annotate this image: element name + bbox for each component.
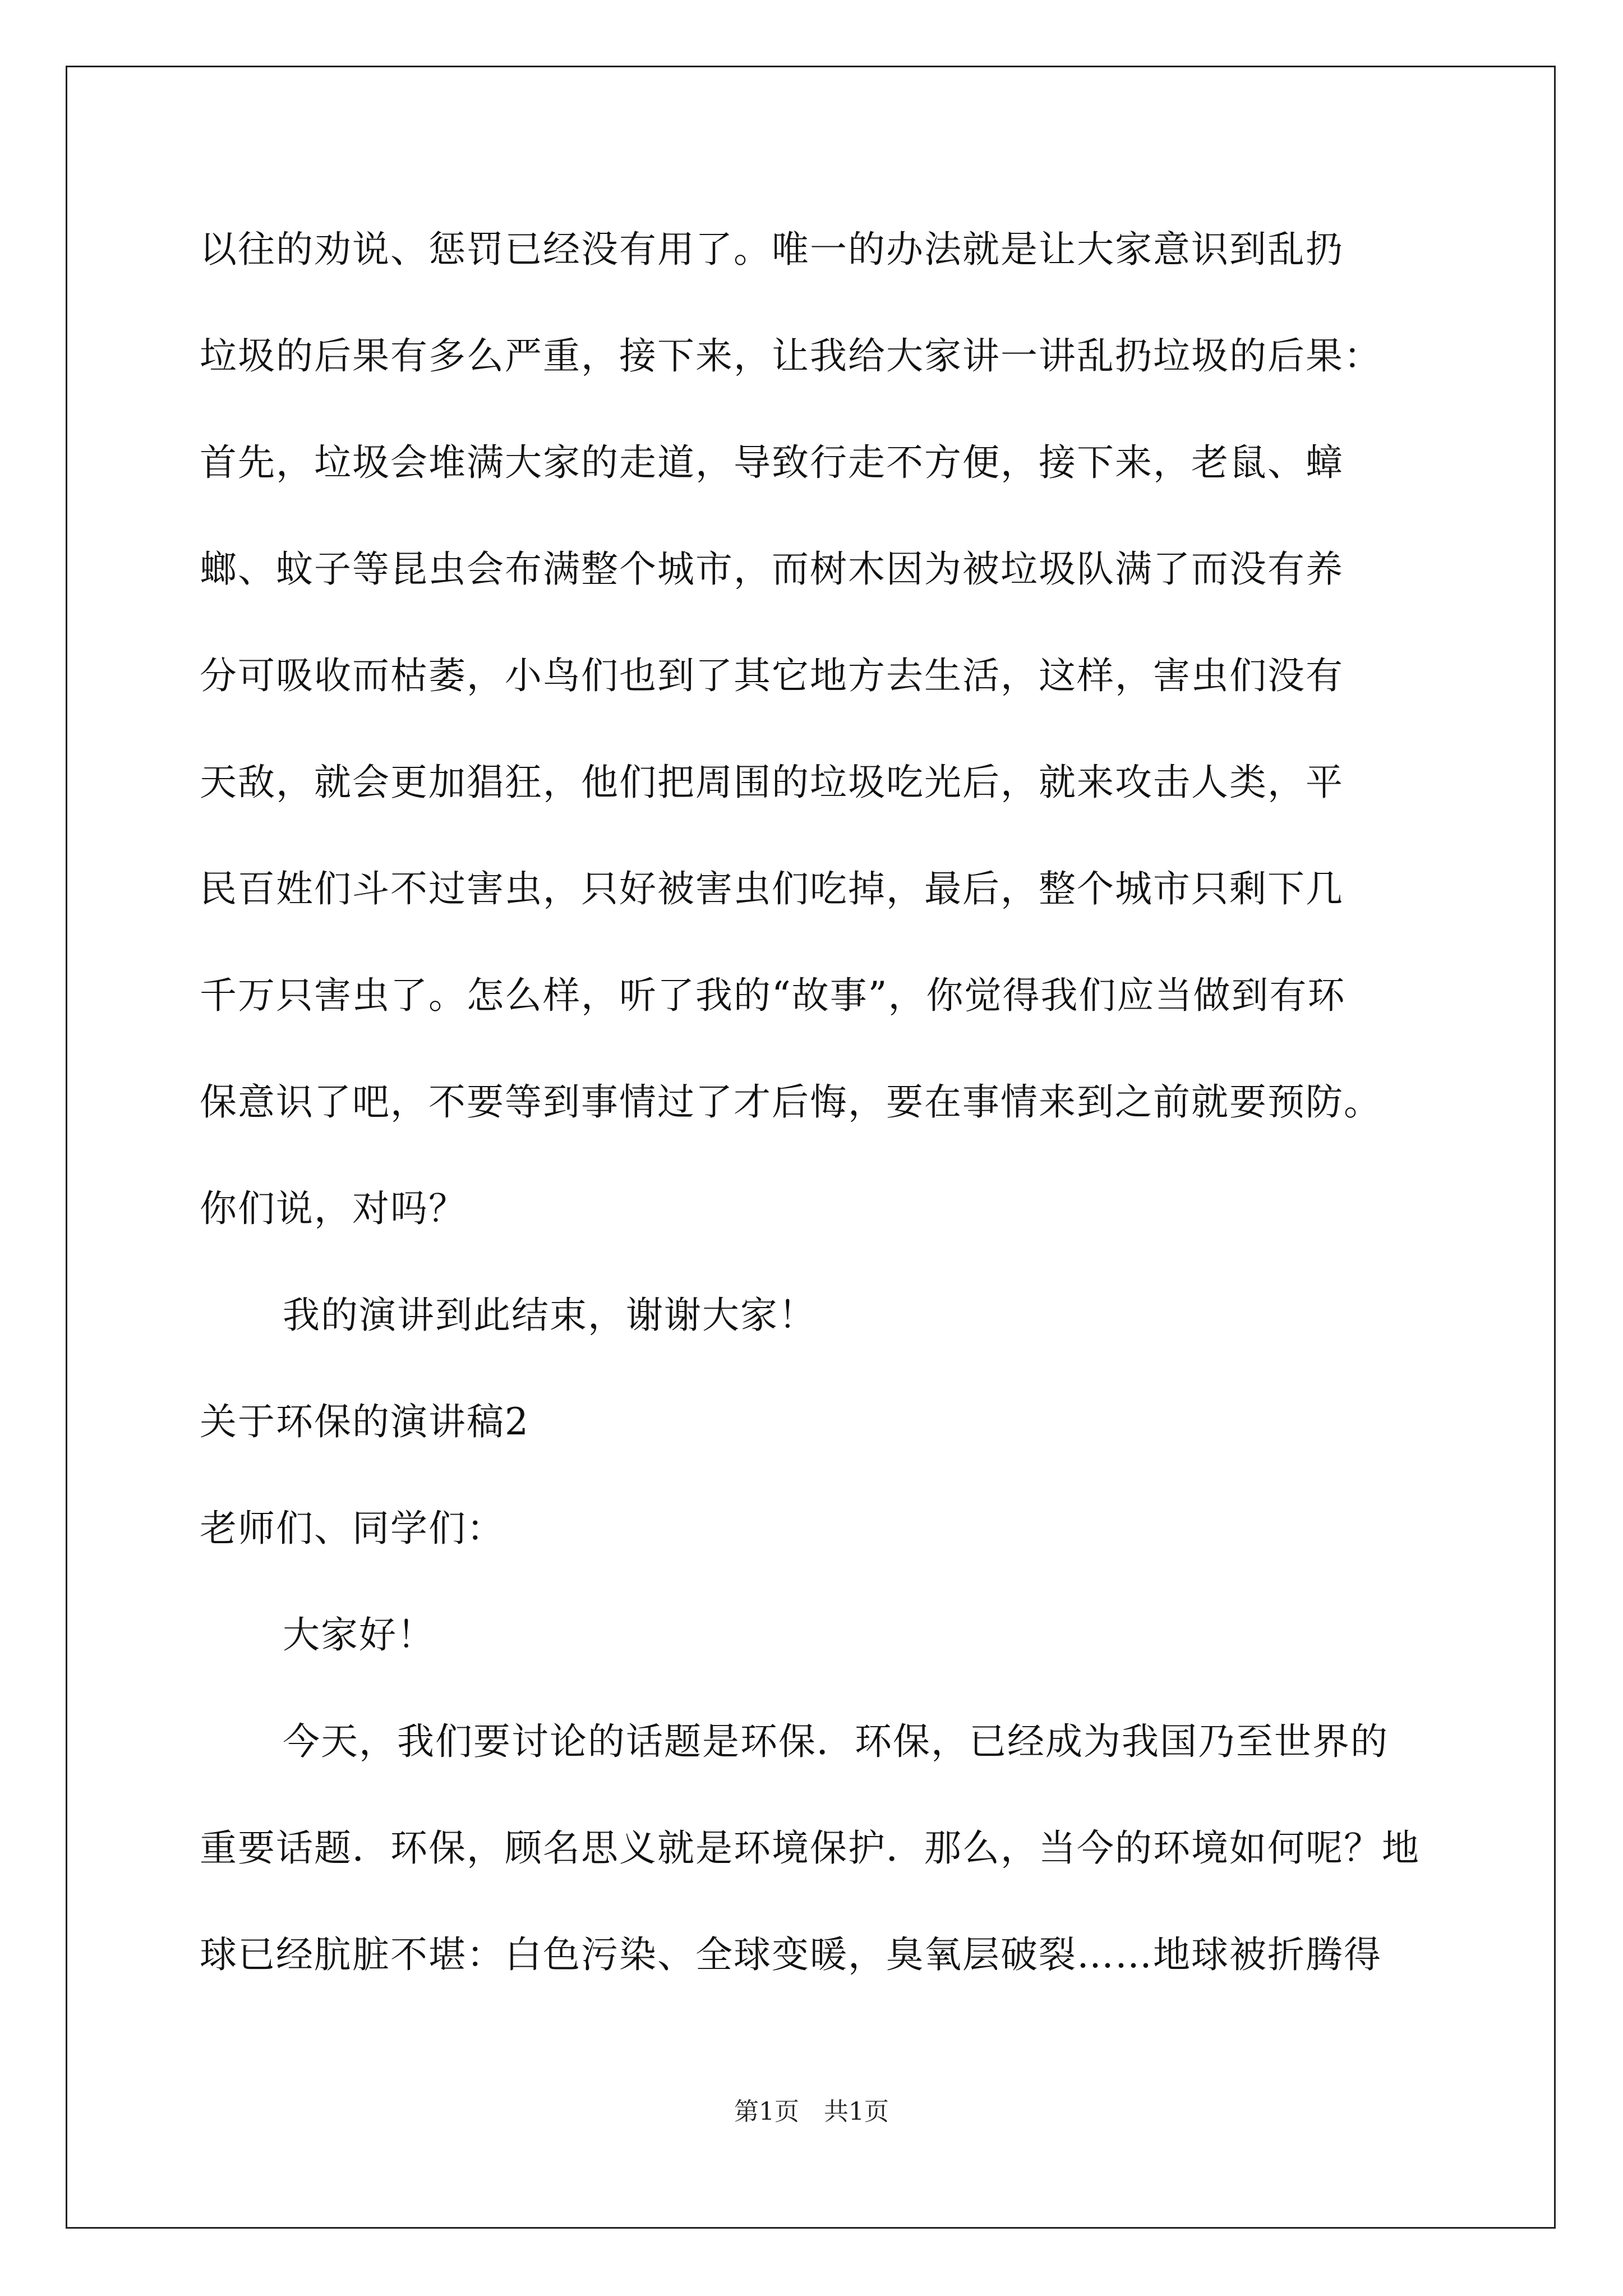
- text-line: 垃圾的后果有多么严重，接下来，让我给大家讲一讲乱扔垃圾的后果：: [200, 334, 1382, 378]
- closing-line: 我的演讲到此结束，谢谢大家！: [283, 1294, 817, 1337]
- text-line: 以往的劝说、惩罚已经没有用了。唯一的办法就是让大家意识到乱扔: [200, 228, 1344, 271]
- page-border: [66, 66, 1556, 2229]
- page-number-footer: 第1页 共1页: [734, 2097, 889, 2126]
- text-line: 球已经肮脏不堪：白色污染、全球变暖，臭氧层破裂……地球被折腾得: [200, 1933, 1382, 1976]
- text-line: 天敌，就会更加猖狂，他们把周围的垃圾吃光后，就来攻击人类，平: [200, 761, 1344, 804]
- text-line: 千万只害虫了。怎么样，听了我的“故事”，你觉得我们应当做到有环: [200, 974, 1346, 1017]
- text-line: 保意识了吧，不要等到事情过了才后悔，要在事情来到之前就要预防。: [200, 1080, 1382, 1124]
- text-line: 你们说，对吗？: [200, 1187, 467, 1230]
- text-line: 重要话题．环保，顾名思义就是环境保护．那么，当今的环境如何呢？地: [200, 1826, 1420, 1870]
- greeting: 大家好！: [283, 1613, 435, 1657]
- text-line: 民百姓们斗不过害虫，只好被害虫们吃掉，最后，整个城市只剩下几: [200, 867, 1344, 910]
- salutation: 老师们、同学们：: [200, 1507, 505, 1550]
- section-heading: 关于环保的演讲稿2: [200, 1400, 529, 1443]
- text-line: 今天，我们要讨论的话题是环保．环保，已经成为我国乃至世界的: [283, 1720, 1389, 1763]
- text-line: 首先，垃圾会堆满大家的走道，导致行走不方便，接下来，老鼠、蟑: [200, 441, 1344, 484]
- text-line: 螂、蚊子等昆虫会布满整个城市，而树木因为被垃圾队满了而没有养: [200, 547, 1344, 591]
- text-line: 分可吸收而枯萎，小鸟们也到了其它地方去生活，这样，害虫们没有: [200, 654, 1344, 697]
